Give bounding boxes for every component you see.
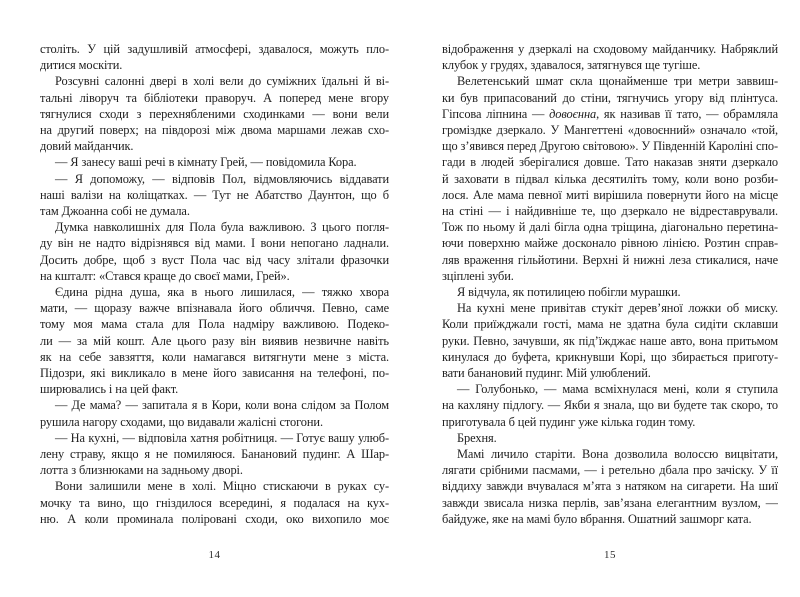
text-line: Коли приїжджали гості, мама не здатна була сидіти склавши (442, 317, 778, 332)
text-line: на кшталт: «Стався краще до своєї мами, Грей». (40, 268, 290, 283)
text-line: на другий поверх; на півдорозі між двома маршами лежав схо- (40, 123, 389, 138)
text-line: — Де мама? — запитала я в Кори, коли вона слідом за Полом (55, 398, 389, 413)
text-line: ки був припасований до стіни, тягнучись угору від плінтуса. (442, 90, 778, 105)
text-line: лотта з близнюками на задньому дворі. (40, 463, 243, 478)
text-line: Єдина рідна душа, яка в нього лишилася, — тяжко хвора (55, 285, 389, 300)
text-line: Мамі личило старіти. Вона дозволила волоссю вицвітати, (457, 447, 778, 462)
text-line: ли — за мій кошт. Але цього разу він виявив незвичне навіть (40, 333, 389, 348)
text-line: дитися москіти. (40, 58, 123, 73)
text-line: як на себе завзяття, коли намагався витягнути мене з міста. (40, 349, 389, 364)
text-line: руки. Певно, зачувши, як під’їжджає наше авто, вона притьмом (442, 333, 778, 348)
book-page-left (40, 41, 389, 581)
text-line: вати банановий пудинг. Мій улюблений. (442, 366, 651, 381)
text-line: Брехня. (457, 430, 497, 445)
text-line: завжди звисала низка перлів, зав’язана елегантним вузлом, — (442, 495, 778, 510)
text-line: байдуже, яке на мамі було вбрання. Ошатний зашморг ката. (442, 511, 752, 526)
text-line: тому моя мама стала для Пола надміру важливою. Подеко- (40, 317, 389, 332)
text-line: на стіні — і найдивніше те, що дзеркало не відреставрували. (442, 204, 778, 219)
text-line: — Я допоможу, — відповів Пол, відмовляючись віддавати (55, 171, 389, 186)
text-line: лягати срібними пасмами, — і ретельно дбала про зачіску. У її (442, 463, 778, 478)
text-line: гади в людей зберігалися довше. Тато наказав зняти дзеркало (442, 155, 778, 170)
book-page-right (442, 41, 778, 581)
text-line: ню. А коли проминала поліровані сходи, око вихопило моє (40, 511, 389, 526)
text-line: століть. У цій задушливій атмосфері, здавалося, можуть пло- (40, 42, 389, 56)
text-line: — Я занесу ваші речі в кімнату Грей, — повідомила Кора. (55, 155, 357, 170)
text-line: Гіпсова ліпнина — довоєнна, як називав її тато, — обрамляла (442, 106, 778, 121)
text-line: відображення у дзеркалі на сходовому майданчику. Набряклий (442, 42, 778, 56)
text-line: Досить добре, щоб з вуст Пола час від часу злітали фразочки (40, 252, 389, 267)
text-line: Підозри, які викликало в мене його зависання на телефоні, по- (40, 366, 389, 381)
text-line: довий майданчик. (40, 139, 134, 154)
text-line: на кахляну підлогу. — Якби я знала, що ви будете так скоро, то (442, 398, 778, 413)
text-line: мати, — щоразу важче впізнавала його обличчя. Певно, саме (40, 301, 389, 316)
text-line: віддиху завжди вчувалася м’ята з натяком на сигарети. На шиї (442, 479, 778, 494)
text-line: лося. Але мама певної миті вирішила повернути його на місце (442, 187, 778, 202)
text-line: тягнулися сходи з перехнябленими сходинками — вони вели (40, 106, 389, 121)
text-line: наші валізи на коліщатках. — Тут не Абатство Даунтон, що б (40, 187, 389, 202)
text-line: Я відчула, як потилицею побігли мурашки. (457, 285, 681, 300)
page-text (442, 41, 778, 527)
text-line: мочку та вино, що гніздилося всередині, я подалася на кух- (40, 495, 389, 510)
text-line: Вони залишили мене в холі. Міцно стискаючи в руках су- (55, 479, 389, 494)
text-line: ючи поверхню майже досконало рівною лінією. Розтин справ- (442, 236, 778, 251)
text-line: й заховати в підвал кілька десятиліть тому, коли воно розби- (442, 171, 778, 186)
text-line: Розсувні салонні двері в холі вели до суміжних їдальні й ві- (55, 74, 389, 89)
text-line: — Голубонько, — мама всміхнулася мені, коли я ступила (457, 382, 778, 397)
page-text (40, 41, 389, 527)
text-line: ду він не надто відрізнявся від мами. І вони непогано ладнали. (40, 236, 389, 251)
text-line: На кухні мене привітав стукіт дерев’яної ложки об миску. (457, 301, 778, 316)
text-line: Тож по ньому й далі бігла одна тріщина, діагонально перетина- (442, 220, 778, 235)
text-line: що з’явився перед Другою світовою». У Південній Кароліні спо- (442, 139, 778, 154)
text-line: там Джоанна собі не думала. (40, 204, 190, 219)
text-line: кинулася до буфета, крикнувши Корі, що збирається приготу- (442, 349, 778, 364)
text-line: Думка навколишніх для Пола була важливою. З цього погля- (55, 220, 389, 235)
text-line: клубок у грудях, здавалося, затягнувся ще тугіше. (442, 58, 701, 73)
text-line: зціплені зуби. (442, 268, 514, 283)
text-line: приготувала б цей пудинг уже кілька годин тому. (442, 414, 696, 429)
text-line: рушила нагору сходами, що видавали жалісні стогони. (40, 414, 323, 429)
text-line: лену страву, якщо я не помиляюся. Банановий пудинг. А Шар- (40, 447, 389, 462)
text-line: ширювались і на цей факт. (40, 382, 179, 397)
text-line: Велетенський шмат скла щонайменше три метри заввиш- (457, 74, 778, 89)
text-line: тальні ліворуч та бібліотеки праворуч. А поперед мене вгору (40, 90, 389, 105)
page-number: 15 (604, 549, 616, 561)
text-line: — На кухні, — відповіла хатня робітниця. — Готує вашу улюб- (55, 430, 389, 445)
text-line: ляв враження гільйотини. Верхні й нижні леза стикалися, наче (442, 252, 778, 267)
text-line: громіздке дзеркало. У Мангеттені «довоєнний» означало «той, (442, 123, 778, 138)
page-number: 14 (208, 549, 221, 561)
